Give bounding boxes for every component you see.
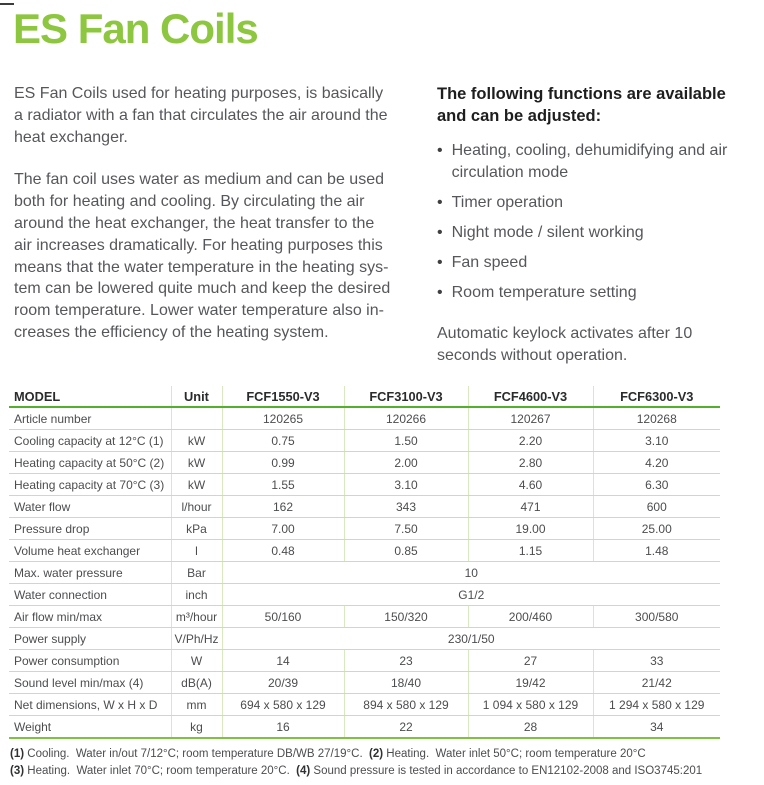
row-unit: kPa (171, 518, 222, 540)
row-value: 23 (344, 650, 468, 672)
function-item (437, 192, 749, 214)
row-value: 27 (468, 650, 593, 672)
row-label: Pressure drop (9, 518, 171, 540)
row-value: 343 (344, 496, 468, 518)
function-item (437, 282, 749, 304)
row-value: 3.10 (593, 430, 720, 452)
row-unit: dB(A) (171, 672, 222, 694)
row-value: 3.10 (344, 474, 468, 496)
text-line: room temperature. Lower water temperature also in- (14, 302, 384, 320)
column-header-model: MODEL (9, 386, 171, 407)
table-row (9, 694, 720, 716)
row-label: Weight (9, 716, 171, 739)
function-item-label: Timer operation (451, 194, 564, 211)
row-value: 22 (344, 716, 468, 739)
row-value: 4.20 (593, 452, 720, 474)
spec-table (9, 386, 720, 739)
function-item-label: Room temperature setting (451, 284, 637, 301)
bullet-icon: • (437, 194, 443, 211)
row-value: 600 (593, 496, 720, 518)
row-value: 20/39 (222, 672, 344, 694)
row-unit: W (171, 650, 222, 672)
row-value: 19/42 (468, 672, 593, 694)
row-value: 0.99 (222, 452, 344, 474)
spec-table-header (9, 386, 720, 407)
text-line: both for heating and cooling. By circulating the air (14, 193, 365, 211)
intro-paragraph-2 (14, 169, 416, 343)
row-value: 1.55 (222, 474, 344, 496)
row-unit: m³/hour (171, 606, 222, 628)
text-line: around the heat exchanger, the heat transfer to the (14, 214, 375, 232)
bullet-icon: • (437, 142, 443, 159)
footnote-text: Cooling. Water in/out 7/12°C; room temperature DB/WB 27/19°C. (24, 748, 370, 760)
table-row (9, 452, 720, 474)
row-value: 120266 (344, 407, 468, 430)
text-line: creases the efficiency of the heating system. (14, 323, 329, 341)
row-label: Volume heat exchanger (9, 540, 171, 562)
intro-text-column (14, 83, 416, 344)
row-value: 6.30 (593, 474, 720, 496)
row-value: 162 (222, 496, 344, 518)
text-line: a radiator with a fan that circulates the air around the (14, 106, 388, 124)
row-value: 1 094 x 580 x 129 (468, 694, 593, 716)
row-value: 4.60 (468, 474, 593, 496)
footnote-marker: (2) (369, 748, 384, 760)
row-value: 150/320 (344, 606, 468, 628)
page-title: ES Fan Coils (13, 5, 258, 52)
row-value: 50/160 (222, 606, 344, 628)
row-value: 28 (468, 716, 593, 739)
row-value: 120268 (593, 407, 720, 430)
row-value: 120265 (222, 407, 344, 430)
function-item (437, 140, 749, 184)
footnote-marker: (4) (296, 764, 311, 777)
function-item (437, 252, 749, 274)
row-value: 18/40 (344, 672, 468, 694)
row-value: 2.00 (344, 452, 468, 474)
row-label: Water flow (9, 496, 171, 518)
row-value: 2.80 (468, 452, 593, 474)
row-label: Water connection (9, 584, 171, 606)
functions-heading: The following functions are available and can be adjusted: (437, 85, 726, 125)
function-item-label: Fan speed (451, 254, 528, 271)
row-label: Net dimensions, W x H x D (9, 694, 171, 716)
row-value: 1.48 (593, 540, 720, 562)
table-row (9, 474, 720, 496)
intro-section (14, 83, 764, 364)
functions-list (437, 140, 749, 304)
text-line: means that the water temperature in the heating sys- (14, 258, 389, 276)
row-unit: kW (171, 452, 222, 474)
footnote-marker: (3) (10, 764, 25, 777)
row-unit: kg (171, 716, 222, 739)
row-label: Article number (9, 407, 171, 430)
column-header-model-4: FCF6300-V3 (593, 386, 720, 407)
row-value: 1.15 (468, 540, 593, 562)
footnote-marker: (1) (10, 748, 25, 760)
row-value: 14 (222, 650, 344, 672)
bullet-icon: • (437, 254, 443, 271)
row-value: 694 x 580 x 129 (222, 694, 344, 716)
column-header-unit: Unit (171, 386, 222, 407)
row-value: 21/42 (593, 672, 720, 694)
row-value-span: 230/1/50 (222, 628, 720, 650)
table-row (9, 407, 720, 430)
footnotes (10, 746, 764, 779)
footnote-text: Heating. Water inlet 70°C; room temperature 20°C. (24, 764, 297, 777)
row-value: 894 x 580 x 129 (344, 694, 468, 716)
column-header-model-3: FCF4600-V3 (468, 386, 593, 407)
row-value: 7.00 (222, 518, 344, 540)
row-unit: kW (171, 430, 222, 452)
row-value: 471 (468, 496, 593, 518)
row-label: Sound level min/max (4) (9, 672, 171, 694)
table-row (9, 584, 720, 606)
function-item (437, 222, 749, 244)
row-unit: Bar (171, 562, 222, 584)
footnote-line (10, 763, 764, 780)
table-row (9, 672, 720, 694)
row-value: 0.48 (222, 540, 344, 562)
footnote-line (10, 746, 764, 763)
table-row (9, 496, 720, 518)
footnote-text: Sound pressure is tested in accordance to EN12102-2008 and ISO3745:201 (310, 764, 703, 777)
row-value: 2.20 (468, 430, 593, 452)
row-value: 1 294 x 580 x 129 (593, 694, 720, 716)
table-row (9, 540, 720, 562)
row-unit: l/hour (171, 496, 222, 518)
row-label: Power supply (9, 628, 171, 650)
row-label: Max. water pressure (9, 562, 171, 584)
function-item-label: Heating, cooling, dehumidifying and air circulation mode (451, 142, 728, 181)
row-label: Cooling capacity at 12°C (1) (9, 430, 171, 452)
row-value: 1.50 (344, 430, 468, 452)
row-value: 34 (593, 716, 720, 739)
column-header-model-1: FCF1550-V3 (222, 386, 344, 407)
row-value-span: G1/2 (222, 584, 720, 606)
function-item-label: Night mode / silent working (451, 224, 644, 241)
row-unit: mm (171, 694, 222, 716)
keylock-note: Automatic keylock activates after 10 seconds without operation. (437, 325, 693, 364)
row-unit: kW (171, 474, 222, 496)
table-row (9, 562, 720, 584)
row-value: 25.00 (593, 518, 720, 540)
text-line: The fan coil uses water as medium and can be used (14, 171, 384, 189)
corner-mark (0, 3, 14, 5)
row-value: 16 (222, 716, 344, 739)
row-value: 7.50 (344, 518, 468, 540)
row-value: 120267 (468, 407, 593, 430)
table-row (9, 606, 720, 628)
row-value: 200/460 (468, 606, 593, 628)
row-unit (171, 407, 222, 430)
row-label: Heating capacity at 70°C (3) (9, 474, 171, 496)
row-unit: V/Ph/Hz (171, 628, 222, 650)
spec-table-body (9, 407, 720, 738)
text-line: air increases dramatically. For heating purposes this (14, 236, 383, 254)
table-row (9, 430, 720, 452)
table-row (9, 716, 720, 739)
row-label: Power consumption (9, 650, 171, 672)
text-line: heat exchanger. (14, 128, 128, 146)
row-value-span: 10 (222, 562, 720, 584)
table-row (9, 628, 720, 650)
functions-panel (437, 83, 749, 367)
row-value: 300/580 (593, 606, 720, 628)
row-value: 19.00 (468, 518, 593, 540)
footnote-text: Heating. Water inlet 50°C; room temperature 20°C (383, 748, 646, 760)
intro-paragraph-1 (14, 83, 416, 148)
bullet-icon: • (437, 284, 443, 301)
table-row (9, 650, 720, 672)
row-unit: inch (171, 584, 222, 606)
row-value: 0.85 (344, 540, 468, 562)
column-header-model-2: FCF3100-V3 (344, 386, 468, 407)
table-row (9, 518, 720, 540)
text-line: ES Fan Coils used for heating purposes, is basically (14, 85, 384, 102)
row-value: 0.75 (222, 430, 344, 452)
row-value: 33 (593, 650, 720, 672)
text-line: tem can be lowered quite much and keep the desired (14, 280, 391, 298)
row-label: Heating capacity at 50°C (2) (9, 452, 171, 474)
bullet-icon: • (437, 224, 443, 241)
row-label: Air flow min/max (9, 606, 171, 628)
row-unit: l (171, 540, 222, 562)
header-row (9, 386, 720, 407)
